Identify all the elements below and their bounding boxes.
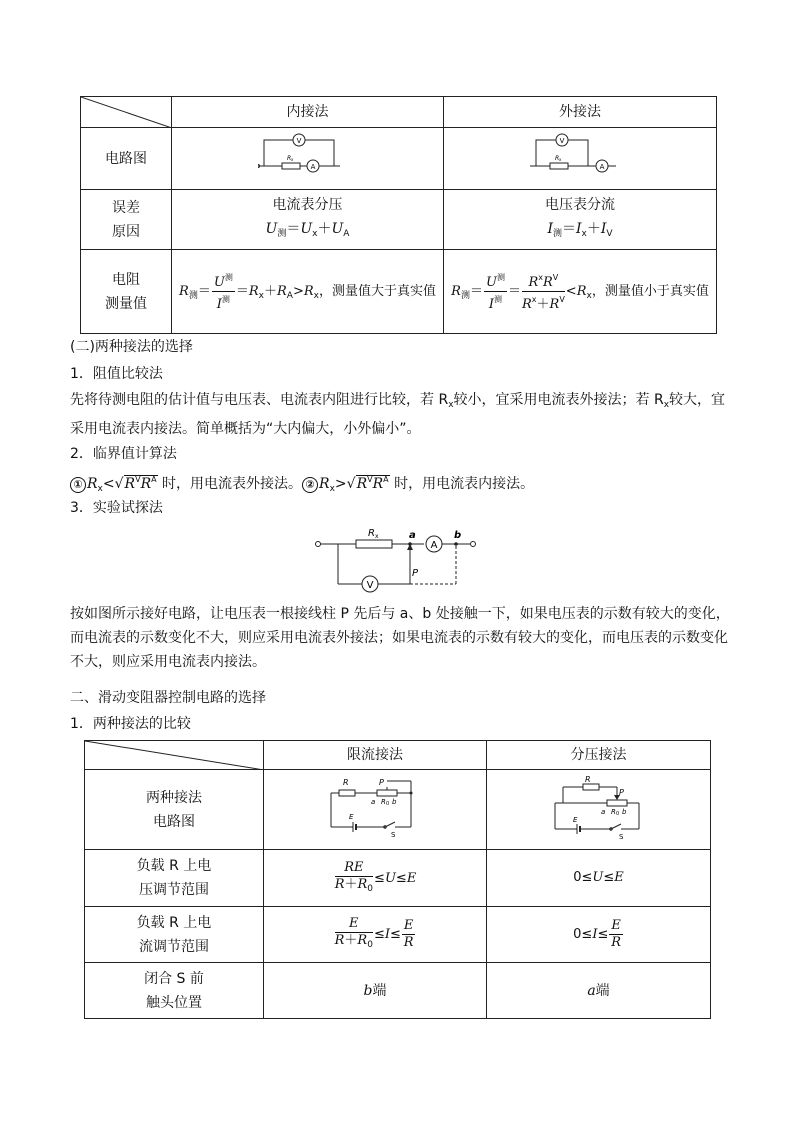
- internal-measure: $R_测=$ $\frac{U^测}{I^测}$ $=R_x+R_A>R_x$，测量值大于真实值: [172, 250, 444, 334]
- voltage-divider-circuit: [487, 770, 711, 850]
- svg-text:P: P: [412, 568, 419, 579]
- divider-voltage-range: 0≤U≤E: [487, 850, 711, 907]
- external-error: 电压表分流 $I_测=I_x+I_V$: [444, 190, 717, 250]
- critical-value-rule: ① $R_x<√R^VR^A$ 时，用电流表外接法。 ② $R_x>√R^VR^A$ 时，用电流表内接法。: [70, 470, 534, 499]
- header-external: 外接法: [444, 97, 717, 128]
- internal-circuit-diagram: [172, 128, 444, 190]
- current-limiting-circuit: [264, 770, 487, 850]
- internal-error-formula: $U_测=U_x+U_A$: [265, 221, 350, 239]
- diagonal-line-2: [85, 741, 264, 770]
- svg-text:0: 0: [386, 800, 390, 807]
- table-ammeter-connection: [80, 96, 717, 334]
- svg-text:a: a: [600, 807, 605, 816]
- header-internal: 内接法: [172, 97, 444, 128]
- svg-text:A: A: [430, 540, 438, 551]
- svg-text:R: R: [286, 154, 291, 162]
- internal-circuit-svg: [258, 130, 358, 180]
- heading-critical-value: 2．临界值计算法: [70, 446, 177, 462]
- svg-text:b: b: [454, 530, 462, 541]
- section-title-two-methods: (二)两种接法的选择: [70, 339, 193, 355]
- diagonal-header-cell: [81, 97, 172, 128]
- trial-method-circuit: [312, 522, 482, 594]
- row-label-circuit-2: 两种接法 电路图: [85, 770, 264, 850]
- header-current-limiting: 限流接法: [264, 741, 487, 770]
- limiting-voltage-range: $\frac{RE}{R+R_0}$ ≤U≤E: [264, 850, 487, 907]
- row-label-circuit: 电路图: [81, 128, 172, 190]
- svg-text:x: x: [290, 156, 293, 162]
- external-circuit-svg: [530, 130, 630, 180]
- svg-text:V: V: [559, 136, 565, 145]
- svg-text:V: V: [296, 136, 301, 145]
- svg-text:E: E: [349, 812, 354, 821]
- svg-text:a: a: [409, 530, 416, 541]
- limiting-current-range: $\frac{E}{R+R_0}$ ≤I≤ $\frac{E}{R}$: [264, 907, 487, 963]
- part2-title: 二、滑动变阻器控制电路的选择: [70, 690, 266, 706]
- svg-text:R: R: [381, 797, 386, 806]
- circled-two-label: ②: [302, 477, 318, 493]
- svg-text:x: x: [375, 533, 379, 540]
- divider-current-range: 0≤I≤ $\frac{E}{R}$: [487, 907, 711, 963]
- svg-text:R: R: [343, 777, 349, 787]
- header-voltage-divider: 分压接法: [487, 741, 711, 770]
- row-label-measure: 电阻 测量值: [81, 250, 172, 334]
- svg-text:a: a: [371, 797, 376, 806]
- divider-slider-position: a端: [487, 963, 711, 1019]
- row-label-error: 误差 原因: [81, 190, 172, 250]
- svg-text:R: R: [368, 528, 375, 539]
- voltage-divider-svg: [549, 773, 649, 839]
- row-label-current: 负载 R 上电 流调节范围: [85, 907, 264, 963]
- svg-text:S: S: [618, 832, 623, 839]
- current-limiting-svg: [325, 773, 425, 839]
- svg-text:A: A: [310, 162, 315, 171]
- external-measure: $R_测=$ $\frac{U^测}{I^测}$ ＝ $\frac{R^xR^V}{R^x+R^V}$ $<R_x$，测量值小于真实值: [444, 250, 717, 334]
- svg-text:0: 0: [615, 810, 619, 817]
- table-rheostat-connection: [84, 740, 711, 1019]
- svg-text:P: P: [618, 787, 624, 797]
- circled-one-label: ①: [70, 477, 86, 493]
- heading-resistance-compare: 1．阻值比较法: [70, 366, 163, 382]
- part2-heading-compare: 1．两种接法的比较: [70, 716, 191, 732]
- internal-error: 电流表分压 $U_测=U_x+U_A$: [172, 190, 444, 250]
- svg-text:V: V: [366, 580, 374, 591]
- svg-text:x: x: [559, 156, 562, 162]
- diagonal-line: [81, 97, 172, 128]
- external-circuit-diagram: [444, 128, 717, 190]
- svg-text:E: E: [572, 815, 577, 824]
- paragraph-resistance-compare: 先将待测电阻的估计值与电压表、电流表内阻进行比较，若 $R_x$较小，宜采用电流表外接法；若 $R_x$较大，宜采用电流表内接法。简单概括为“大内偏大，小外偏小”。: [70, 392, 726, 437]
- svg-text:b: b: [621, 807, 626, 816]
- diagonal-header-cell-2: [85, 741, 264, 770]
- svg-text:P: P: [379, 777, 384, 787]
- svg-text:A: A: [599, 162, 605, 171]
- heading-trial-method: 3．实验试探法: [70, 500, 163, 516]
- svg-text:R: R: [610, 807, 616, 816]
- svg-text:R: R: [584, 774, 591, 784]
- svg-text:R: R: [555, 154, 560, 162]
- external-error-formula: $I_测=I_x+I_V$: [547, 221, 613, 239]
- row-label-position: 闭合 S 前 触头位置: [85, 963, 264, 1019]
- paragraph-trial-method: 按如图所示接好电路，让电压表一根接线柱 P 先后与 a、b 处接触一下，如果电压表的示数有较大的变化，而电流表的示数变化不大，则应采用电流表外接法；如果电流表的示数有较大的变化，而电压表的示数变化不大，则应采用电流表内接法。: [70, 606, 730, 670]
- svg-text:S: S: [391, 830, 396, 839]
- row-label-voltage: 负载 R 上电 压调节范围: [85, 850, 264, 907]
- svg-text:b: b: [392, 797, 397, 806]
- limiting-slider-position: b端: [264, 963, 487, 1019]
